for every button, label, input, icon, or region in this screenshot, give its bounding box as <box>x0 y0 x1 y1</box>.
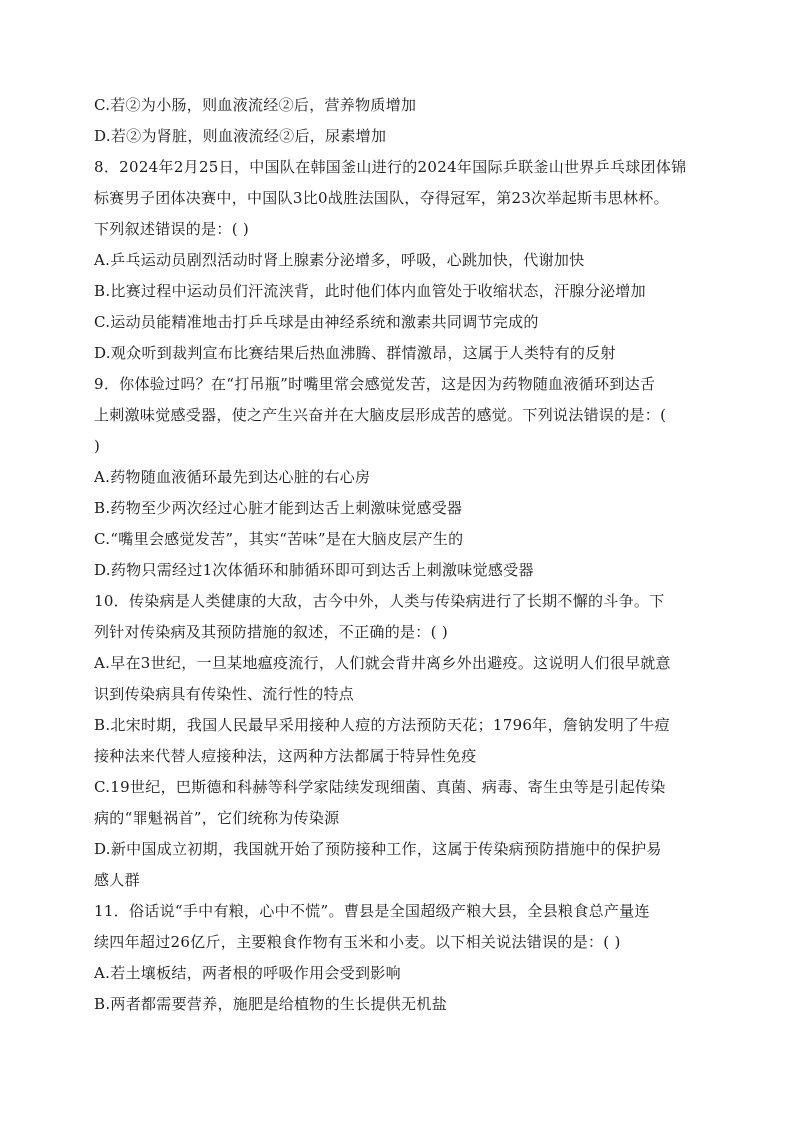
option-line: C.运动员能精准地击打乒乓球是由神经系统和激素共同调节完成的 <box>94 313 539 331</box>
option-line: D.新中国成立初期，我国就开始了预防接种工作，这属于传染病预防措施中的保护易 <box>94 840 662 858</box>
option-line: B.比赛过程中运动员们汗流浃背，此时他们体内血管处于收缩状态，汗腺分泌增加 <box>94 282 646 300</box>
option-line: C.19世纪，巴斯德和科赫等科学家陆续发现细菌、真菌、病毒、寄生虫等是引起传染 <box>94 778 666 796</box>
question-line: 标赛男子团体决赛中，中国队3比0战胜法国队，夺得冠军，第23次举起斯韦思林杯。 <box>94 189 669 207</box>
option-line: D.药物只需经过1次体循环和肺循环即可到达舌上刺激味觉感受器 <box>94 561 534 579</box>
question-line: 9．你体验过吗？在“打吊瓶”时嘴里常会感觉发苦，这是因为药物随血液循环到达舌 <box>94 375 656 393</box>
option-line: C.“嘴里会感觉发苦”，其实“苦味”是在大脑皮层产生的 <box>94 530 464 548</box>
option-line: D.观众听到裁判宣布比赛结果后热血沸腾、群情激昂，这属于人类特有的反射 <box>94 344 616 362</box>
question-line: 11．俗话说“手中有粮，心中不慌”。曹县是全国超级产粮大县，全县粮食总产量连 <box>94 902 650 920</box>
option-line: C.若②为小肠，则血液流经②后，营养物质增加 <box>94 96 417 114</box>
option-line: B.两者都需要营养，施肥是给植物的生长提供无机盐 <box>94 995 447 1013</box>
question-line: 下列叙述错误的是：( ) <box>94 220 250 238</box>
option-line: A.早在3世纪，一旦某地瘟疫流行，人们就会背井离乡外出避疫。这说明人们很早就意 <box>94 654 671 672</box>
exam-page <box>94 90 704 1020</box>
option-line: B.药物至少两次经过心脏才能到达舌上刺激味觉感受器 <box>94 499 463 517</box>
question-line: 列针对传染病及其预防措施的叙述，不正确的是：( ) <box>94 623 448 641</box>
option-line: 识到传染病具有传染性、流行性的特点 <box>94 685 355 703</box>
option-line: B.北宋时期，我国人民最早采用接种人痘的方法预防天花；1796年，詹钠发明了牛痘 <box>94 716 670 734</box>
question-line: ) <box>94 437 101 455</box>
option-line: A.若土壤板结，两者根的呼吸作用会受到影响 <box>94 964 401 982</box>
question-line: 10．传染病是人类健康的大敌，古今中外，人类与传染病进行了长期不懈的斗争。下 <box>94 592 665 610</box>
option-line: D.若②为肾脏，则血液流经②后，尿素增加 <box>94 127 387 145</box>
option-line: 感人群 <box>94 871 140 889</box>
option-line: A.乒乓运动员剧烈活动时肾上腺素分泌增多，呼吸，心跳加快，代谢加快 <box>94 251 585 269</box>
question-line: 上刺激味觉感受器，使之产生兴奋并在大脑皮层形成苦的感觉。下列说法错误的是：( <box>94 406 667 424</box>
option-line: 接种法来代替人痘接种法，这两种方法都属于特异性免疫 <box>94 747 477 765</box>
question-line: 8．2024年2月25日，中国队在韩国釜山进行的2024年国际乒联釜山世界乒乓球团体锦 <box>94 158 687 176</box>
option-line: 病的“罪魁祸首”，它们统称为传染源 <box>94 809 340 827</box>
question-line: 续四年超过26亿斤，主要粮食作物有玉米和小麦。以下相关说法错误的是：( ) <box>94 933 621 951</box>
option-line: A.药物随血液循环最先到达心脏的右心房 <box>94 468 371 486</box>
